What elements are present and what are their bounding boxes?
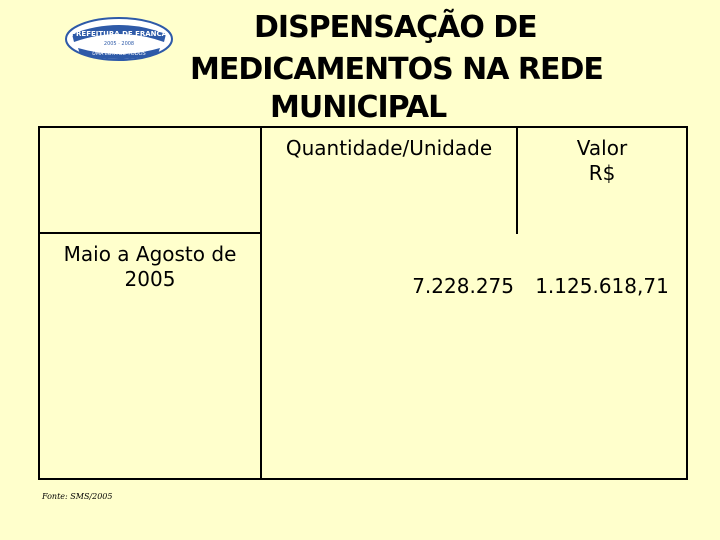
title-line-1: DISPENSAÇÃO DE — [254, 10, 537, 45]
row-period-label — [40, 242, 260, 292]
table-header-divider — [40, 232, 260, 234]
row-period-line2: 2005 — [124, 267, 176, 291]
header-value-line1: Valor — [576, 136, 628, 160]
dispensation-table — [38, 126, 688, 480]
table-divider-1 — [260, 128, 262, 478]
header-value — [518, 136, 686, 186]
title-line-2: MEDICAMENTOS NA REDE — [190, 52, 603, 87]
source-note: Fonte: SMS/2005 — [42, 492, 113, 501]
logo-text-bottom: UMA LUTA DE TODOS — [92, 51, 146, 57]
money-value — [518, 274, 686, 299]
quantity-value — [262, 274, 514, 299]
quantity-text: 7.228.275 — [412, 274, 514, 298]
header-value-line2: R$ — [588, 161, 616, 185]
logo-text-middle: 2005 · 2008 — [103, 41, 135, 47]
row-period-line1: Maio a Agosto de — [63, 242, 237, 266]
header-quantity: Quantidade/Unidade — [285, 136, 493, 160]
money-text: 1.125.618,71 — [535, 274, 669, 298]
title-line-3: MUNICIPAL — [270, 90, 447, 125]
logo-text-top: PREFEITURA DE FRANCA — [70, 30, 168, 38]
page-title — [0, 6, 720, 124]
